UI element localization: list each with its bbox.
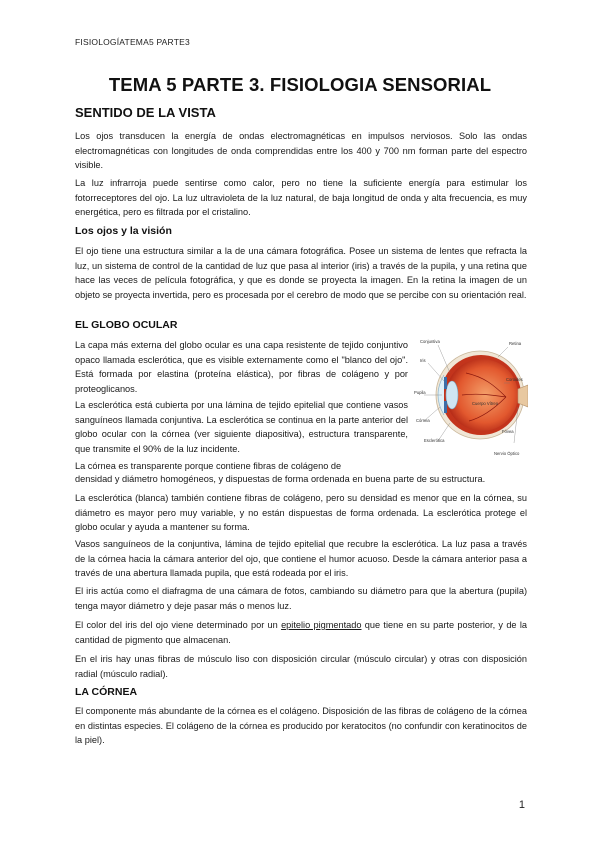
label-conjuntiva: Conjuntiva — [420, 339, 440, 344]
optic-nerve-shape — [518, 385, 528, 407]
lens-shape — [446, 381, 458, 409]
paragraph: En el iris hay unas fibras de músculo liso con disposición circular (músculo circular) y otras con disposición radial (músculo radial). — [75, 654, 527, 679]
section-heading-cornea: LA CÓRNEA — [75, 686, 138, 698]
label-cuerpo-vitreo: Cuerpo Vítreo — [472, 401, 499, 406]
page-number: 1 — [518, 799, 525, 811]
paragraph: El ojo tiene una estructura similar a la de una cámara fotográfica. Posee un sistema de lentes que refracta la luz, un sistema de control de la cantidad de luz que pasa al interior (iris) a través de la pupila, y una retina que hace las veces de película fotográfica, y que es donde se proyecta la imagen. En la retina la imagen de un objeto se proyecta invertida, pero es procesada por el cerebro de modo que se percibe con su orientación real. — [75, 246, 527, 301]
text-span: que tiene en su parte posterior, y de la cantidad de pigmento que almacenan. — [75, 620, 527, 645]
label-retina: Retina — [509, 341, 522, 346]
paragraph: densidad y diámetro homogéneos, y dispuestas de forma ordenada en buena parte de su estructura. — [75, 474, 486, 484]
paragraph: Los ojos transducen la energía de ondas electromagnéticas en impulsos nerviosos. Solo las ondas electromagnéticas con longitudes de onda comprendidas entre los 400 y 700 nm forman parte del espectro visible. — [75, 131, 527, 171]
label-pupila: Pupila — [414, 390, 426, 395]
page-title: TEMA 5 PARTE 3. FISIOLOGIA SENSORIAL — [108, 74, 492, 95]
paragraph: El componente más abundante de la córnea es el colágeno. Disposición de las fibras de colágeno de la córnea en distintas especies. El colágeno de la córnea es producido por keratocitos (no confundir con keratinocitos de la piel). — [75, 706, 528, 746]
paragraph: La luz infrarroja puede sentirse como calor, pero no tiene la suficiente energía para estimular los fotorreceptores del ojo. La luz ultravioleta de la luz natural, de baja longitud de onda y alta frecuencia, es muy energética, pero es filtrada por el cristalino. — [75, 178, 527, 218]
text-span: El color del iris del ojo viene determinado por un — [75, 620, 282, 630]
running-header: FISIOLOGÍATEMA5 PARTE3 — [75, 37, 190, 47]
paragraph: La esclerótica (blanca) también contiene fibras de colágeno, pero su densidad es menor que en la córnea, su diámetro es mayor pero muy variable, y no están dispuestas de forma ordenada. La esclerótica protege el globo ocular y ayuda a mantener su forma. — [75, 493, 527, 533]
section-heading-ojos: Los ojos y la visión — [75, 225, 172, 237]
paragraph: Vasos sanguíneos de la conjuntiva, lámina de tejido epitelial que recubre la esclerótica. La luz pasa a través de la córnea hacia la cámara anterior del ojo, que contiene el humor acuoso. Desde la cámara anterior pasa a través de una abertura llamada pupila, que está rodeada por el iris. — [75, 539, 527, 579]
label-esclerotica: Esclerótica — [424, 438, 445, 443]
label-iris: Iris — [420, 358, 426, 363]
paragraph — [75, 618, 527, 647]
section-heading-globo: EL GLOBO OCULAR — [75, 319, 178, 331]
paragraph: El iris actúa como el diafragma de una cámara de fotos, cambiando su diámetro para que la abertura (pupila) tenga mayor diámetro y deje pasar más o menos luz. — [75, 586, 527, 611]
label-fovea: Fóvea — [502, 429, 514, 434]
epitelio-pigmentado-link[interactable]: epitelio pigmentado — [281, 620, 362, 630]
label-nervio-optico: Nervio Óptico — [494, 451, 520, 456]
paragraph: La esclerótica está cubierta por una lámina de tejido epitelial que contiene vasos sanguíneos llamada conjuntiva. La esclerótica se continua en la parte anterior del globo ocular con la córnea (ver siguiente diapositiva), estructura transparente, que transmite el 90% de la luz incidente. — [75, 400, 408, 455]
eye-anatomy-figure — [414, 333, 528, 461]
label-coroides: Coroides — [506, 377, 523, 382]
section-heading-vista: SENTIDO DE LA VISTA — [75, 105, 216, 120]
paragraph: La córnea es transparente porque contiene fibras de colágeno de — [75, 461, 342, 471]
paragraph: La capa más externa del globo ocular es una capa resistente de tejido conjuntivo opaco llamada esclerótica, que es visible externamente como el "blanco del ojo". Está formada por elastina (proteína elástica), por fibras de colágeno y por proteoglicanos. — [75, 340, 408, 395]
label-cornea: Córnea — [416, 418, 430, 423]
